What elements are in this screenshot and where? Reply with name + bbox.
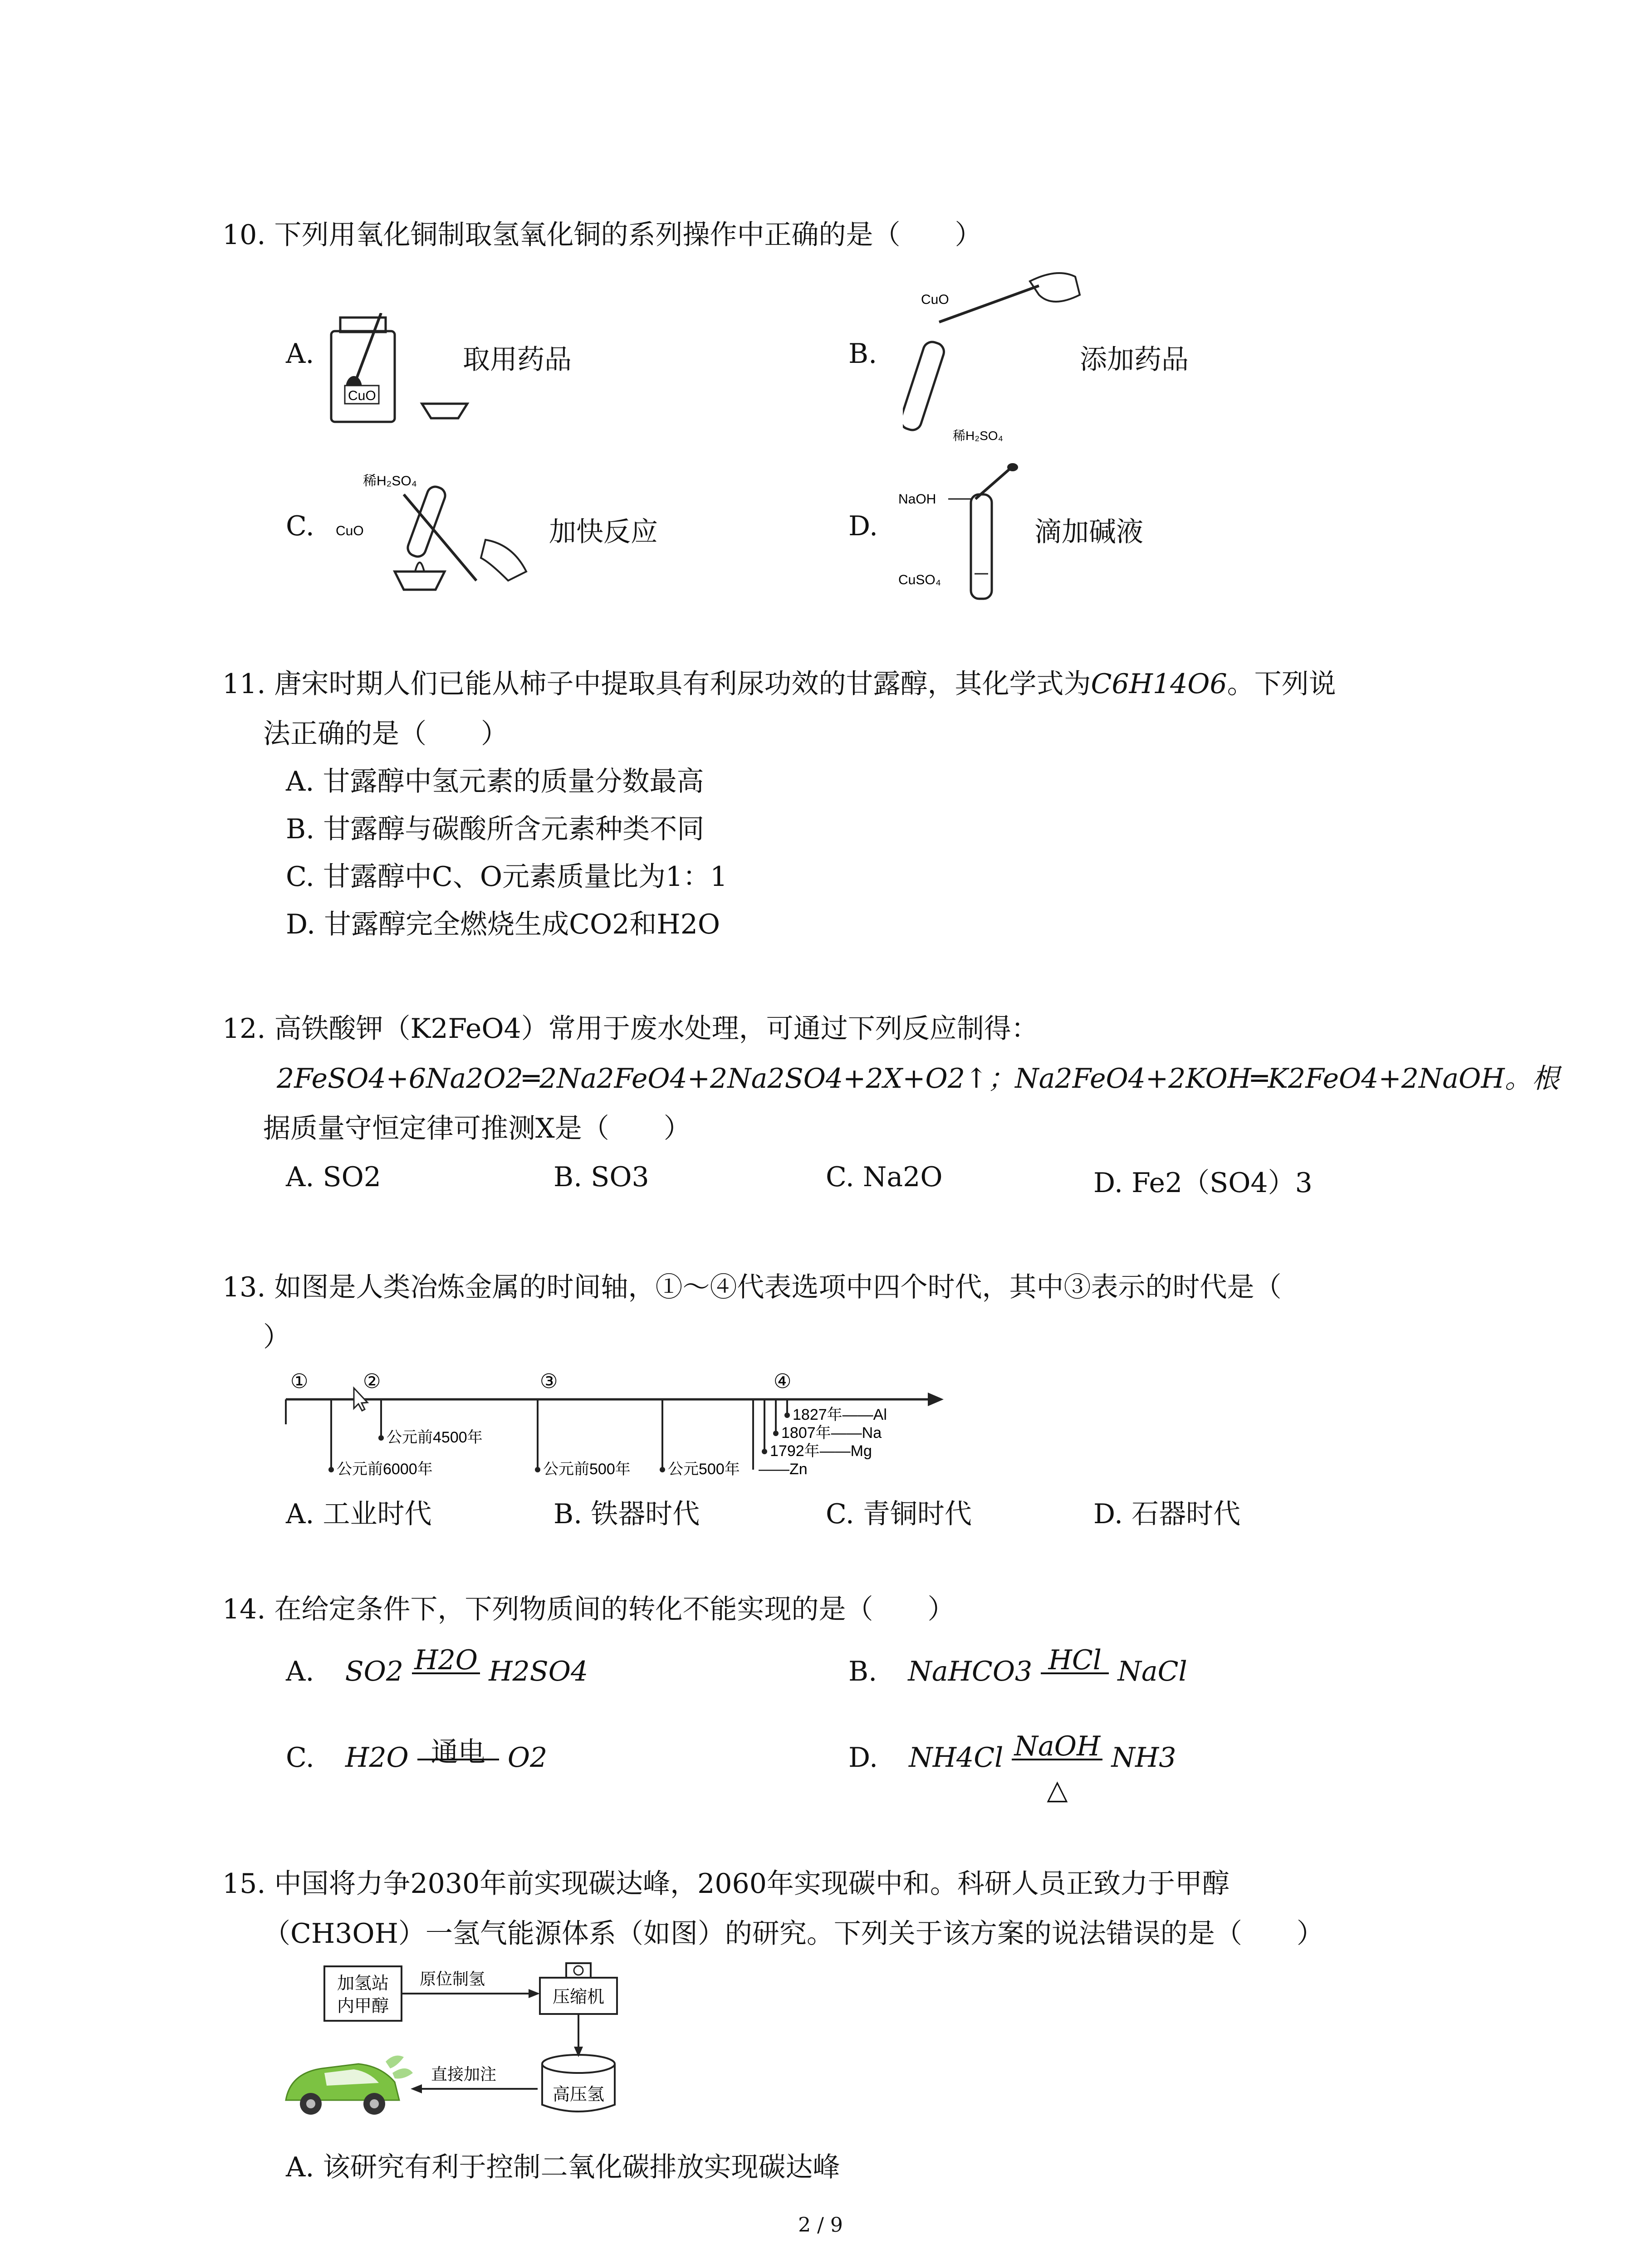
q10-option-c-text: 加快反应 — [549, 516, 658, 548]
q15-option-a: A. 该研究有利于控制二氧化碳排放实现碳达峰 — [286, 2151, 840, 2183]
q14-option-c: C. H2O 通电 O2 — [286, 1736, 548, 1774]
q10-figure-b — [903, 268, 1093, 454]
q14-stem: 14. 在给定条件下，下列物质间的转化不能实现的是（ ） — [222, 1593, 955, 1625]
svg-text:CuSO₄: CuSO₄ — [898, 572, 941, 587]
q12-equation: 2FeSO4+6Na2O2═2Na2FeO4+2Na2SO4+2X+O2↑；Na2FeO4+2KOH═K2FeO4+2NaOH。根 — [277, 1063, 1559, 1095]
q11-option-a: A. 甘露醇中氢元素的质量分数最高 — [286, 766, 704, 797]
q10-figure-a — [327, 313, 481, 431]
timeline-label-4500bc: 公元前4500年 — [387, 1429, 483, 1446]
q10-stem: 10. 下列用氧化铜制取氢氧化铜的系列操作中正确的是（ ） — [222, 219, 982, 251]
timeline-marker-4: ④ — [774, 1370, 792, 1393]
q10-option-b-text: 添加药品 — [1080, 344, 1189, 376]
q10-option-c-letter: C. — [286, 510, 314, 542]
timeline-marker-3: ③ — [540, 1370, 558, 1393]
q14-option-d: D. NH4Cl NaOH △ NH3 — [848, 1730, 1176, 1806]
q11-stem: 11. 唐宋时期人们已能从柿子中提取具有利尿功效的甘露醇，其化学式为C6H14O6。下列说 — [222, 668, 1336, 700]
svg-text:CuO: CuO — [921, 292, 949, 307]
q10-option-d-letter: D. — [848, 510, 878, 542]
q15-stem: 15. 中国将力争2030年前实现碳达峰，2060年实现碳中和。科研人员正致力于甲醇 — [222, 1868, 1230, 1900]
q12-stem: 12. 高铁酸钾（K2FeO4）常用于废水处理，可通过下列反应制得： — [222, 1013, 1038, 1045]
q13-option-a: A. 工业时代 — [286, 1498, 432, 1530]
timeline-marker-2: ② — [363, 1370, 381, 1393]
svg-text:原位制氢: 原位制氢 — [420, 1970, 485, 1988]
q10-a-label: CuO — [348, 388, 376, 403]
q14-option-b: B. NaHCO3 HCl NaCl — [848, 1644, 1187, 1687]
q13-option-c: C. 青铜时代 — [826, 1498, 972, 1530]
q11-formula: C6H14O6 — [1091, 668, 1227, 700]
timeline-label-mg: 1792年——Mg — [770, 1442, 872, 1460]
q13-stem-cont: ） — [263, 1321, 290, 1353]
q10-figure-c — [336, 467, 554, 594]
timeline-label-zn: ——Zn — [759, 1461, 808, 1478]
svg-text:CuO: CuO — [336, 523, 364, 538]
svg-text:直接加注: 直接加注 — [431, 2065, 497, 2083]
q10-option-d-text: 滴加碱液 — [1034, 516, 1143, 548]
timeline-marker-1: ① — [290, 1370, 309, 1393]
q15-diagram — [281, 1960, 690, 2132]
q12-option-c: C. Na2O — [826, 1161, 943, 1193]
q12-stem-cont: 据质量守恒定律可推测X是（ ） — [263, 1113, 691, 1144]
q10-figure-d — [898, 463, 1043, 603]
svg-text:稀H₂SO₄: 稀H₂SO₄ — [363, 474, 417, 489]
q13-option-b: B. 铁器时代 — [554, 1498, 700, 1530]
timeline-label-6000bc: 公元前6000年 — [337, 1461, 433, 1478]
q13-timeline — [281, 1365, 962, 1497]
q13-stem: 13. 如图是人类冶炼金属的时间轴，①～④代表选项中四个时代，其中③表示的时代是（ — [222, 1271, 1282, 1303]
car-icon — [286, 2056, 413, 2115]
q11-option-b: B. 甘露醇与碳酸所含元素种类不同 — [286, 813, 705, 845]
svg-text:内甲醇: 内甲醇 — [337, 1997, 389, 2016]
q13-option-d: D. 石器时代 — [1093, 1498, 1241, 1530]
q11-option-c: C. 甘露醇中C、O元素质量比为1：1 — [286, 861, 728, 893]
q10-option-a-text: 取用药品 — [463, 344, 572, 376]
q11-stem-cont: 法正确的是（ ） — [263, 718, 508, 750]
q15-stem-cont: （CH3OH）一氢气能源体系（如图）的研究。下列关于该方案的说法错误的是（ ） — [263, 1918, 1324, 1950]
svg-text:稀H₂SO₄: 稀H₂SO₄ — [953, 429, 1003, 443]
svg-text:高压氢: 高压氢 — [552, 2085, 605, 2104]
svg-text:加氢站: 加氢站 — [337, 1974, 389, 1993]
q10-option-b-letter: B. — [848, 338, 877, 370]
timeline-label-500bc: 公元前500年 — [543, 1461, 631, 1478]
timeline-label-al: 1827年——Al — [793, 1406, 887, 1423]
page-number: 2 / 9 — [798, 2214, 843, 2237]
q10-option-a-letter: A. — [286, 338, 314, 370]
svg-text:NaOH: NaOH — [898, 492, 936, 507]
timeline-label-na: 1807年——Na — [781, 1424, 882, 1442]
q12-option-b: B. SO3 — [554, 1161, 649, 1193]
q11-option-d: D. 甘露醇完全燃烧生成CO2和H2O — [286, 909, 720, 940]
q14-option-a: A. SO2 H2O H2SO4 — [286, 1644, 588, 1687]
q12-option-a: A. SO2 — [286, 1161, 381, 1193]
timeline-label-500ad: 公元500年 — [668, 1461, 740, 1478]
svg-text:压缩机: 压缩机 — [552, 1988, 605, 2007]
q12-option-d: D. Fe2（SO4）3 — [1093, 1167, 1313, 1199]
